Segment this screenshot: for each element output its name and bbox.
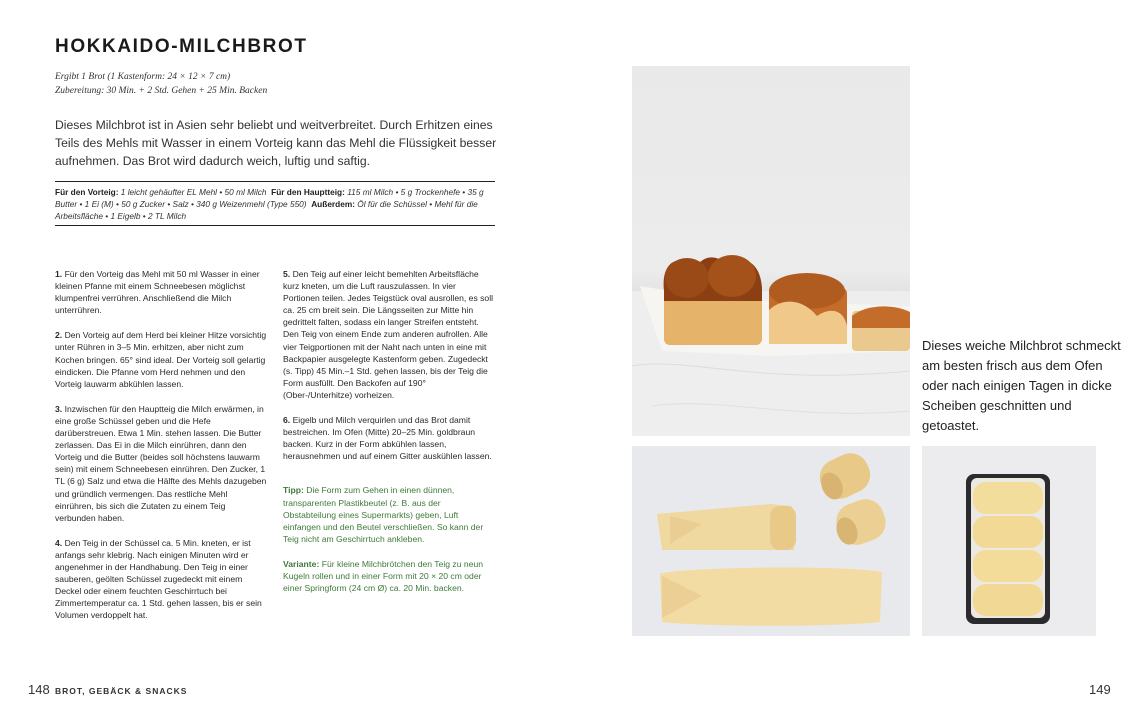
section-label: BROT, GEBÄCK & SNACKS [55, 686, 188, 696]
photo-dough-in-pan [922, 446, 1096, 636]
hauptteig-label: Für den Hauptteig: [271, 187, 345, 197]
step-number: 5. [283, 269, 291, 279]
tip-note [283, 484, 495, 544]
step-1 [55, 268, 268, 316]
step-text: Inzwischen für den Hauptteig die Milch erwärmen, in eine große Schüssel geben und die Hefe darüberstreuen. Etwa 1 Min. stehen lassen. Die Butter zerlassen. Das Ei in die Milch einrühren, dann den Vorteig und die Butter (beides soll höchstens lauwarm sein) mit einem Schneebesen einrühren. Den Zucker, 1 TL (6 g) Salz und etwa die Hälfte des Mehls dazugeben und gründlich vermengen. Das restliche Mehl einrühren, bis sich die Zutaten zu einem Teig verbunden haben. [55, 403, 267, 523]
page-number-right: 149 [1089, 682, 1111, 697]
photo-caption: Dieses weiche Milchbrot schmeckt am besten frisch aus dem Ofen oder nach einigen Tagen in dicke Scheiben geschnitten und getoastet. [922, 338, 1121, 433]
variant-label: Variante: [283, 558, 320, 569]
ausserdem-list: Öl für die Schüssel • Mehl für die Arbeitsfläche • 1 Eigelb • 2 TL Milch [55, 199, 478, 221]
ingredients-bottom-rule [55, 225, 495, 226]
step-text: Den Vorteig auf dem Herd bei kleiner Hitze vorsichtig unter Rühren in 3–5 Min. erhitzen, aber nicht zum Kochen bringen. 65° sind ideal. Der Vorteig soll gelartig eindicken. Die Pfanne vom Herd nehmen und den Vorteig lauwarm abkühlen lassen. [55, 330, 267, 389]
step-3 [55, 403, 268, 524]
vorteig-list: 1 leicht gehäufter EL Mehl • 50 ml Milch [120, 187, 267, 197]
photo-baked-breads [632, 66, 910, 436]
step-number: 4. [55, 537, 63, 548]
tip-text: Die Form zum Gehen in einen dünnen, transparenten Plastikbeutel (z. B. aus der Obstabteilung eines Supermarkts) geben, Luft einfangen und den Beutel verschließen. So kann der Teig nicht am Geschirrtuch ankleben. [283, 485, 484, 544]
variant-note [283, 558, 495, 594]
hauptteig-list: 115 ml Milch • 5 g Trockenhefe • 35 g Butter • 1 Ei (M) • 50 g Zucker • Salz • 340 g Weizenmehl (Type 550) [55, 187, 484, 209]
step-text: Den Teig auf einer leicht bemehlten Arbeitsfläche kurz kneten, um die Luft rauszulassen. In vier Portionen teilen. Jedes Teigstück oval ausrollen, es soll ca. 25 cm breit sein. Die Längsseiten zur Mitte hin gedrittelt falten, sodass ein langer Streifen entsteht. Den Teig von einem Ende zum anderen aufrollen. Alle vier Teigportionen mit der Naht nach unten in eine mit Backpapier ausgelegte Kastenform geben. Zugedeckt (s. Tipp) 45 Min.–1 Std. gehen lassen, bis der Teig die Form ausfüllt. Den Backofen auf 190° (Ober-/Unterhitze) vorheizen. [283, 269, 494, 400]
step-5 [283, 268, 495, 401]
steps-column-right [283, 268, 495, 607]
step-2 [55, 329, 268, 389]
vorteig-label: Für den Vorteig: [55, 187, 119, 197]
page-number-left: 148 [28, 682, 50, 697]
recipe-intro: Dieses Milchbrot ist in Asien sehr beliebt und weitverbreitet. Durch Erhitzen eines Teils des Mehls mit Wasser in einem Vorteig kann das Mehl die Flüssigkeit besser aufnehmen. Das Brot wird dadurch weich, luftig und saftig. [55, 118, 497, 168]
recipe-prep-time: Zubereitung: 30 Min. + 2 Std. Gehen + 25 Min. Backen [55, 86, 268, 96]
step-4 [55, 537, 268, 622]
step-text: Eigelb und Milch verquirlen und das Brot damit bestreichen. Im Ofen (Mitte) 20–25 Min. goldbraun backen. Kurz in der Form abkühlen lassen, herausnehmen und auf einem Gitter auskühlen lassen. [283, 415, 492, 462]
step-text: Den Teig in der Schüssel ca. 5 Min. kneten, er ist anfangs sehr klebrig. Nach einigen Minuten wird er angenehmer in der Handhabung. Den Teig in einer sauberen, geölten Schüssel zugedeckt mit einem Deckel oder einem feuchten Geschirrtuch bei Zimmertemperatur ca. 1 Std. gehen lassen, bis er sein Volumen verdoppelt hat. [55, 537, 262, 621]
step-number: 1. [55, 269, 63, 279]
recipe-meta [55, 70, 267, 98]
step-number: 6. [283, 415, 291, 426]
step-text: Für den Vorteig das Mehl mit 50 ml Wasser in einer kleinen Pfanne mit einem Schneebesen möglichst klumpenfrei verrühren. Anschließend die Milch unterrühren. [55, 269, 260, 316]
variant-text: Für kleine Milchbrötchen den Teig zu neun Kugeln rollen und in einer Form mit 20 × 20 cm oder einer Springform (24 cm Ø) ca. 20 Min. backen. [283, 558, 484, 594]
step-6 [283, 414, 495, 462]
ingredients-top-rule [55, 181, 495, 182]
step-number: 2. [55, 330, 63, 341]
steps-column-left [55, 268, 268, 634]
ingredients-block [55, 186, 495, 222]
recipe-title: HOKKAIDO-MILCHBROT [55, 36, 308, 57]
step-number: 3. [55, 403, 63, 414]
recipe-yield: Ergibt 1 Brot (1 Kastenform: 24 × 12 × 7 cm) [55, 72, 231, 82]
photo-rolled-dough [632, 446, 910, 636]
ausserdem-label: Außerdem: [311, 199, 355, 209]
tip-label: Tipp: [283, 485, 304, 496]
